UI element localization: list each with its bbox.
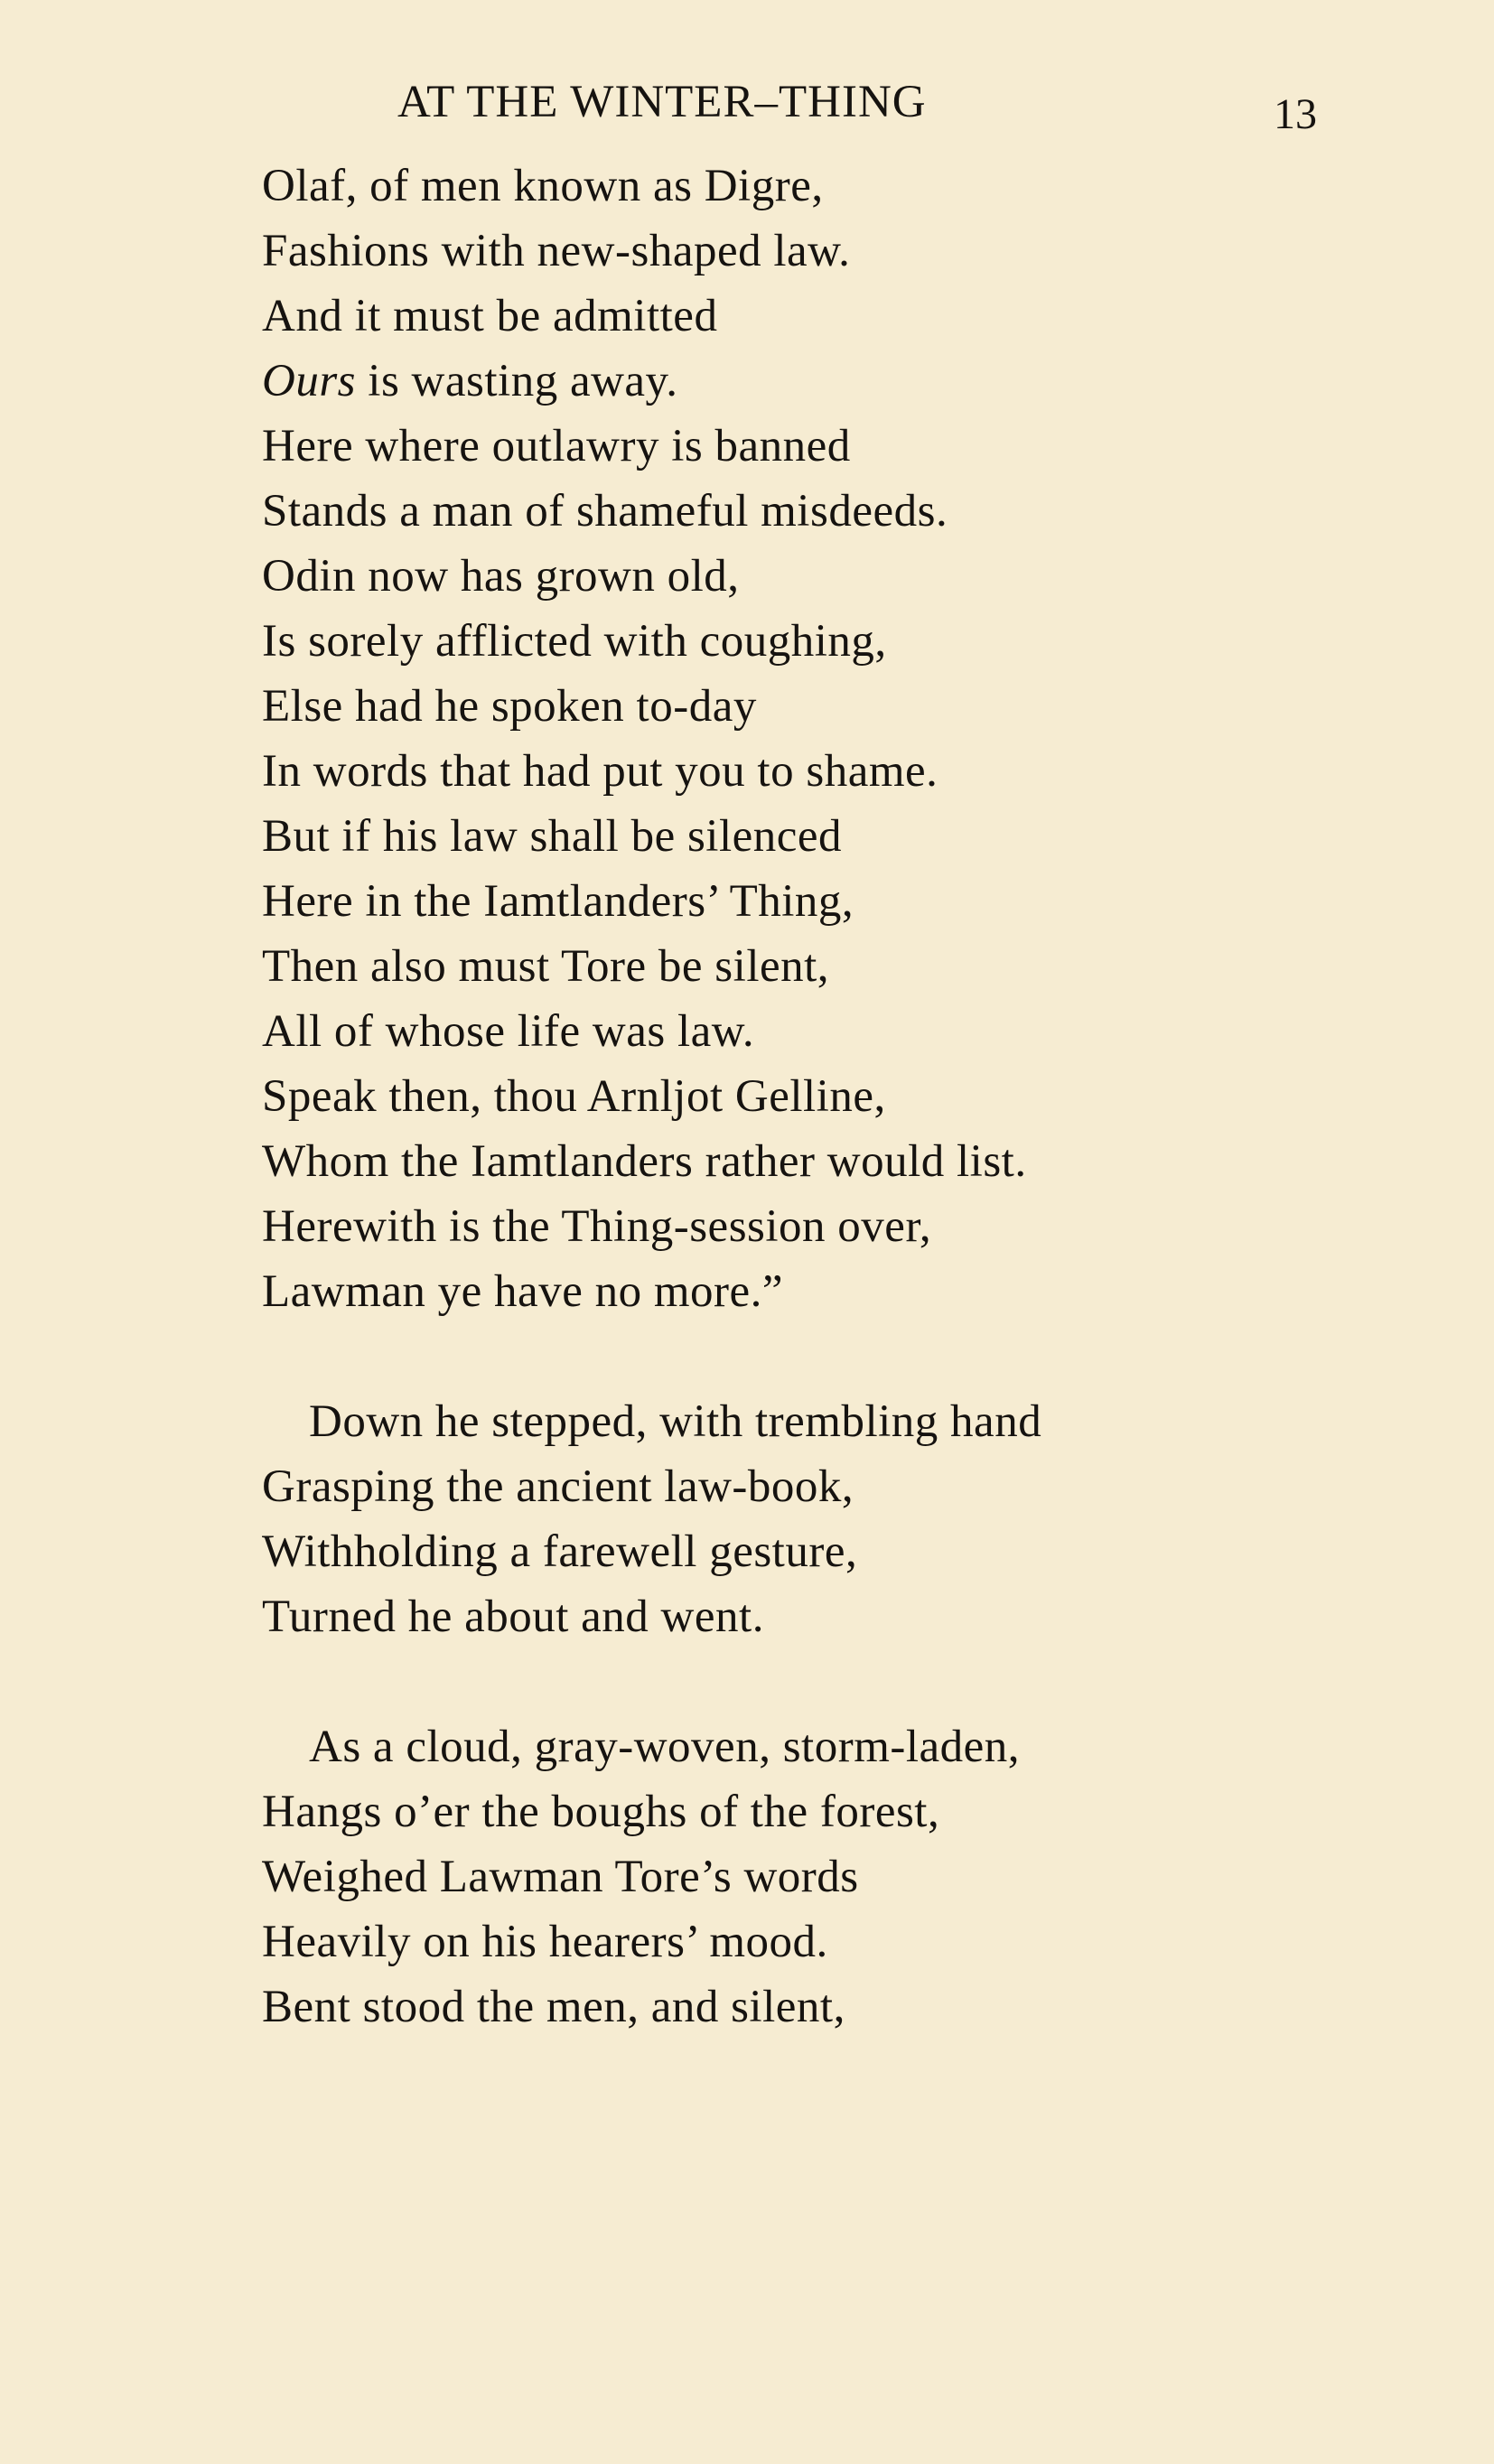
- poem-line: [262, 284, 1436, 349]
- line-text: Weighed Lawman Tore’s words: [262, 1852, 859, 1902]
- poem-line: [262, 1844, 1436, 1909]
- poem-line: [262, 1974, 1436, 2039]
- stanza: [262, 1714, 1436, 2039]
- line-text: But if his law shall be silenced: [262, 811, 843, 862]
- line-text: Here where outlawry is banned: [262, 421, 851, 471]
- poem-line: [262, 154, 1436, 219]
- poem-line: [262, 1519, 1436, 1584]
- line-text: Down he stepped, with trembling hand: [309, 1396, 1042, 1447]
- line-text: Turned he about and went.: [262, 1591, 764, 1642]
- line-text: Here in the Iamtlanders’ Thing,: [262, 876, 854, 927]
- line-text: Withholding a farewell gesture,: [262, 1526, 858, 1577]
- line-text: Grasping the ancient law-book,: [262, 1461, 854, 1512]
- poem-line: [262, 1064, 1436, 1129]
- line-text: Whom the Iamtlanders rather would list.: [262, 1136, 1027, 1187]
- stanza: [262, 154, 1436, 1324]
- line-text: Hangs o’er the boughs of the forest,: [262, 1787, 940, 1837]
- poem-line: [262, 1909, 1436, 1974]
- line-text: Is sorely afflicted with coughing,: [262, 616, 887, 667]
- line-text: Herewith is the Thing-session over,: [262, 1201, 932, 1252]
- line-text: Stands a man of shameful misdeeds.: [262, 486, 948, 537]
- poem-line: [262, 544, 1436, 609]
- poem-line: [262, 1389, 1436, 1454]
- line-text: Then also must Tore be silent,: [262, 941, 830, 992]
- poem-line: [262, 674, 1436, 739]
- italic-word: Ours: [262, 356, 357, 406]
- line-text: And it must be admitted: [262, 291, 718, 341]
- poem-line: [262, 1584, 1436, 1649]
- line-text: Bent stood the men, and silent,: [262, 1982, 845, 2032]
- poem-line: [262, 479, 1436, 544]
- poem-line: [262, 999, 1436, 1064]
- line-text: Heavily on his hearers’ mood.: [262, 1917, 828, 1967]
- line-text: Fashions with new-shaped law.: [262, 226, 851, 276]
- poem-line: [262, 1454, 1436, 1519]
- line-text: Speak then, thou Arnljot Gelline,: [262, 1071, 886, 1122]
- stanza: [262, 1389, 1436, 1649]
- poem-line: [262, 739, 1436, 804]
- poem-line: [262, 1714, 1436, 1779]
- poem-line: [262, 869, 1436, 934]
- poem-line: [262, 1259, 1436, 1324]
- poem-line: [262, 609, 1436, 674]
- poem-line: [262, 219, 1436, 284]
- poem-line: [262, 414, 1436, 479]
- poem-line: [262, 1129, 1436, 1194]
- line-text: is wasting away.: [356, 356, 678, 406]
- poem-line: [262, 1779, 1436, 1844]
- line-text: Else had he spoken to-day: [262, 681, 757, 732]
- line-text: All of whose life was law.: [262, 1006, 755, 1057]
- poem-line: [262, 804, 1436, 869]
- poem-line: [262, 1194, 1436, 1259]
- page-number: 13: [1274, 90, 1317, 138]
- poem-body: [262, 154, 1436, 2105]
- line-text: As a cloud, gray-woven, storm-laden,: [309, 1722, 1021, 1772]
- line-text: Olaf, of men known as Digre,: [262, 161, 824, 211]
- line-text: In words that had put you to shame.: [262, 746, 938, 797]
- line-text: Lawman ye have no more.”: [262, 1266, 784, 1317]
- poem-line: [262, 349, 1436, 414]
- line-text: Odin now has grown old,: [262, 551, 740, 602]
- running-title: AT THE WINTER–THING: [397, 77, 927, 127]
- running-head: [0, 70, 1494, 138]
- poem-line: [262, 934, 1436, 999]
